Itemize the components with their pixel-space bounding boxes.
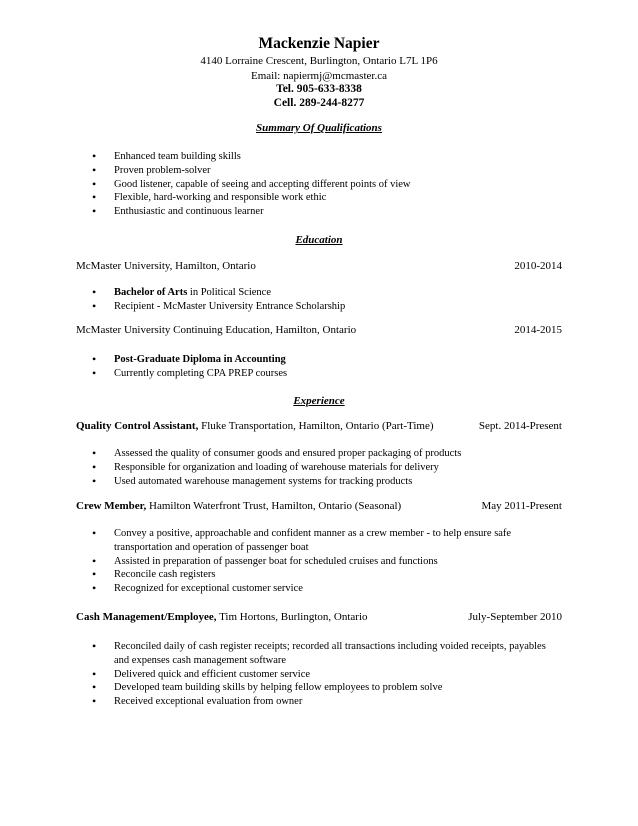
summary-item: • Enhanced team building skills bbox=[76, 150, 556, 164]
job-header bbox=[76, 611, 562, 623]
duty-item: • Delivered quick and efficient customer service bbox=[76, 668, 556, 682]
cell-phone: Cell. 289-244-8277 bbox=[273, 97, 365, 109]
duty-item: • Used automated warehouse management systems for tracking products bbox=[76, 475, 556, 489]
summary-heading: Summary Of Qualifications bbox=[256, 122, 382, 134]
summary-list bbox=[76, 150, 556, 219]
job-title: Cash Management/Employee, bbox=[76, 611, 217, 623]
job-title: Crew Member, bbox=[76, 500, 147, 512]
dates: 2014-2015 bbox=[514, 324, 562, 336]
education-item: • Currently completing CPA PREP courses bbox=[76, 367, 556, 381]
duty-item: • Responsible for organization and loading of warehouse materials for delivery bbox=[76, 461, 556, 475]
education-item bbox=[76, 286, 556, 300]
duty-item: • Reconcile cash registers bbox=[76, 568, 556, 582]
job-dates: Sept. 2014-Present bbox=[478, 420, 562, 432]
job-title: Quality Control Assistant, bbox=[76, 420, 199, 432]
education-details bbox=[76, 353, 556, 381]
candidate-name: Mackenzie Napier bbox=[258, 35, 380, 52]
summary-item: • Enthusiastic and continuous learner bbox=[76, 205, 556, 219]
duty-item: • Assisted in preparation of passenger boat for scheduled cruises and functions bbox=[76, 555, 556, 569]
summary-item: • Good listener, capable of seeing and accepting different points of view bbox=[76, 178, 556, 192]
education-heading: Education bbox=[295, 234, 343, 246]
job-header bbox=[76, 420, 562, 432]
duty-item: • Convey a positive, approachable and confident manner as a crew member - to help ensure safe transportation and operation of passenger boat bbox=[76, 527, 556, 555]
duty-item: • Developed team building skills by helping fellow employees to problem solve bbox=[76, 681, 556, 695]
experience-heading: Experience bbox=[293, 395, 345, 407]
education-item: • Recipient - McMaster University Entrance Scholarship bbox=[76, 300, 556, 314]
degree: Bachelor of Arts bbox=[114, 287, 188, 298]
email: Email: napiermj@mcmaster.ca bbox=[251, 70, 387, 82]
education-details bbox=[76, 286, 556, 314]
job-duties bbox=[76, 640, 556, 709]
job-organization: Hamilton Waterfront Trust, Hamilton, Ontario (Seasonal) bbox=[146, 500, 402, 512]
summary-item: • Proven problem-solver bbox=[76, 164, 556, 178]
institution: McMaster University Continuing Education, Hamilton, Ontario bbox=[76, 324, 357, 336]
education-item bbox=[76, 353, 556, 367]
duty-item: • Assessed the quality of consumer goods and ensured proper packaging of products bbox=[76, 447, 556, 461]
duty-item: • Recognized for exceptional customer service bbox=[76, 582, 556, 596]
job-organization: Fluke Transportation, Hamilton, Ontario (Part-Time) bbox=[198, 420, 434, 432]
degree-detail: in Political Science bbox=[187, 287, 271, 298]
job-dates: May 2011-Present bbox=[481, 500, 562, 512]
duty-item: • Reconciled daily of cash register receipts; recorded all transactions including voided receipts, payables and expenses cash management software bbox=[76, 640, 556, 668]
institution: McMaster University, Hamilton, Ontario bbox=[76, 260, 256, 272]
education-entry bbox=[76, 260, 562, 272]
job-dates: July-September 2010 bbox=[468, 611, 562, 623]
job-organization: Tim Hortons, Burlington, Ontario bbox=[216, 611, 368, 623]
summary-item: • Flexible, hard-working and responsible work ethic bbox=[76, 191, 556, 205]
address: 4140 Lorraine Crescent, Burlington, Ontario L7L 1P6 bbox=[200, 55, 438, 67]
duty-item: • Received exceptional evaluation from owner bbox=[76, 695, 556, 709]
job-duties bbox=[76, 447, 556, 488]
education-entry bbox=[76, 324, 562, 336]
job-header bbox=[76, 500, 562, 512]
diploma: Post-Graduate Diploma in Accounting bbox=[114, 354, 286, 365]
job-duties bbox=[76, 527, 556, 596]
telephone: Tel. 905-633-8338 bbox=[276, 83, 362, 95]
dates: 2010-2014 bbox=[514, 260, 562, 272]
